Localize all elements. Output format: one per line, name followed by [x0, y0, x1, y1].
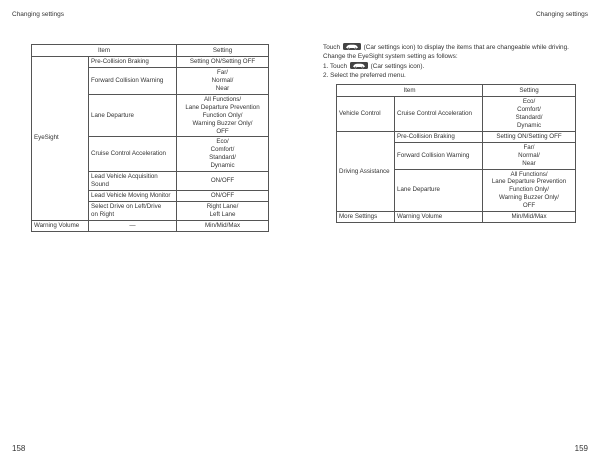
instruction-text: (Car settings icon) to display the items that are changeable while driving. — [363, 44, 569, 51]
header-setting: Setting — [483, 85, 576, 97]
setting-cell: Far/ Normal/ Near — [483, 142, 576, 169]
header-item: Item — [337, 85, 483, 97]
setting-cell: Min/Mid/Max — [483, 212, 576, 223]
table-row — [32, 220, 269, 231]
item-cell: Cruise Control Acceleration — [89, 137, 177, 172]
table-row — [337, 131, 576, 142]
running-head: Changing settings — [12, 11, 65, 18]
item-cell: — — [89, 220, 177, 231]
item-cell: Lane Departure — [89, 94, 177, 137]
item-cell: Cruise Control Acceleration — [395, 97, 483, 132]
instruction-text: Touch — [323, 44, 341, 51]
instruction-line — [323, 62, 588, 71]
instruction-text: (Car settings icon). — [370, 62, 425, 70]
table-row — [32, 57, 269, 68]
setting-cell: All Functions/ Lane Departure Prevention Function Only/ Warning Buzzer Only/ OFF — [177, 94, 269, 137]
table-row — [337, 212, 576, 223]
instruction-line: Change the EyeSight system setting as follows: — [323, 53, 458, 61]
category-warning-volume: Warning Volume — [32, 220, 89, 231]
item-cell: Lead Vehicle Moving Monitor — [89, 191, 177, 202]
page-number: 159 — [574, 444, 588, 453]
table-row — [337, 97, 576, 132]
running-head: Changing settings — [535, 11, 588, 18]
item-cell: Forward Collision Warning — [395, 142, 483, 169]
setting-cell: ON/OFF — [177, 191, 269, 202]
setting-cell: Setting ON/Setting OFF — [177, 57, 269, 68]
item-cell: Select Drive on Left/Drive on Right — [89, 202, 177, 221]
header-item: Item — [32, 45, 177, 57]
item-cell: Pre-Collision Braking — [89, 57, 177, 68]
item-cell: Lane Departure — [395, 169, 483, 212]
driving-settings-table — [336, 84, 576, 223]
instruction-line: 2. Select the preferred menu. — [323, 71, 406, 79]
instruction-text: 1. Touch — [323, 62, 348, 70]
item-cell: Lead Vehicle Acquisition Sound — [89, 172, 177, 191]
category-eyesight: EyeSight — [32, 57, 89, 221]
setting-cell: All Functions/ Lane Departure Prevention Function Only/ Warning Buzzer Only/ OFF — [483, 169, 576, 212]
car-settings-icon — [350, 62, 368, 69]
setting-cell: Eco/ Comfort/ Standard/ Dynamic — [177, 137, 269, 172]
header-setting: Setting — [177, 45, 269, 57]
instructions — [323, 43, 588, 80]
table-header-row — [337, 85, 576, 97]
setting-cell: Right Lane/ Left Lane — [177, 202, 269, 221]
category-vehicle-control: Vehicle Control — [337, 97, 395, 132]
setting-cell: Far/ Normal/ Near — [177, 67, 269, 94]
category-driving-assistance: Driving Assistance — [337, 131, 395, 211]
item-cell: Warning Volume — [395, 212, 483, 223]
setting-cell: Min/Mid/Max — [177, 220, 269, 231]
table-header-row — [32, 45, 269, 57]
item-cell: Forward Collision Warning — [89, 67, 177, 94]
instruction-line — [323, 43, 588, 52]
setting-cell: ON/OFF — [177, 172, 269, 191]
item-cell: Pre-Collision Braking — [395, 131, 483, 142]
eyesight-settings-table — [31, 44, 269, 232]
setting-cell: Eco/ Comfort/ Standard/ Dynamic — [483, 97, 576, 132]
setting-cell: Setting ON/Setting OFF — [483, 131, 576, 142]
page-number: 158 — [12, 444, 26, 453]
car-settings-icon — [343, 43, 361, 50]
category-more-settings: More Settings — [337, 212, 395, 223]
